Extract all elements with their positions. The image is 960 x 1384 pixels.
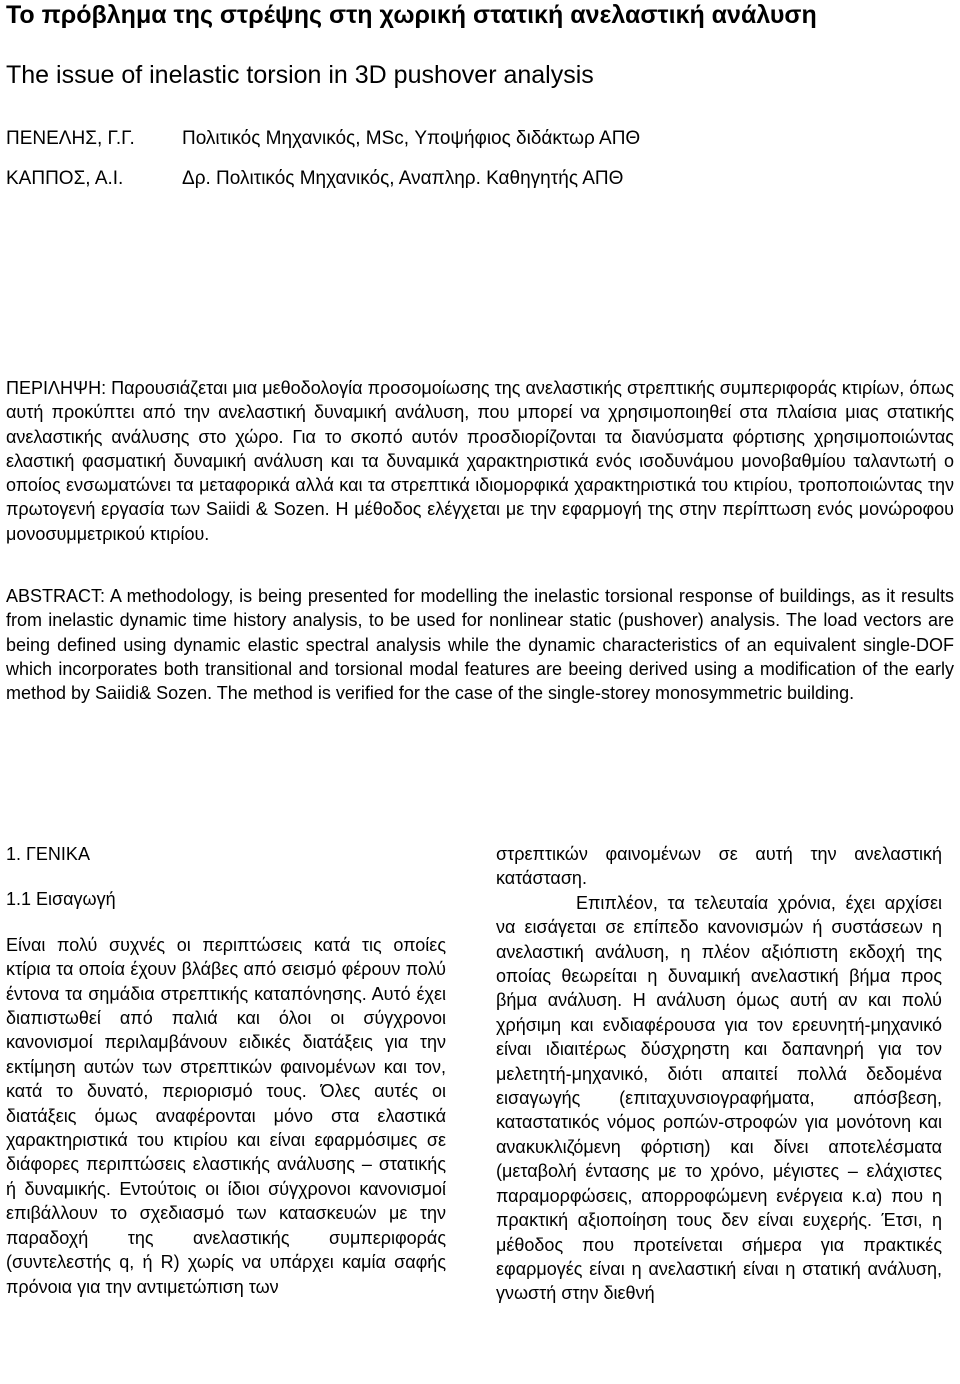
subsection-heading: 1.1 Εισαγωγή [6,889,116,910]
paper-subtitle: The issue of inelastic torsion in 3D pushover analysis [6,61,594,89]
author-affiliation: Πολιτικός Μηχανικός, MSc, Υποψήφιος διδάκτωρ ΑΠΘ [182,128,641,149]
body-paragraph: στρεπτικών φαινομένων σε αυτή την ανελαστική κατάσταση. [496,844,942,889]
left-column [6,842,446,1299]
abstract-english: ABSTRACT: A methodology, is being presented for modelling the inelastic torsional response of buildings, as it results from inelastic dynamic time history analysis, to be used for nonlinear static (pushover) analysis. The load vectors are being defined using dynamic elastic spectral analysis while the dynamic characteristics of an equivalent single-DOF which incorporates both transitional and torsional modal features are beeing derived using a modification of the early method by Saiidi& Sozen. The method is verified for the case of the single-storey monosymmetric building. [6,586,954,704]
paper-title: Το πρόβλημα της στρέψης στη χωρική στατική ανελαστική ανάλυση [6,1,817,29]
body-paragraph: Επιπλέον, τα τελευταία χρόνια, έχει αρχίσει να εισάγεται σε επίπεδο κανονισμών ή συστάσεων η ανελαστική ανάλυση, η πλέον αξιόπιστη εκδοχή της οποίας θεωρείται η δυναμική ανελαστική βήμα προς βήμα ανάλυση. Η ανάλυση όμως αυτή αν και πολύ χρήσιμη και ενδιαφέρουσα για τον ερευνητή-μηχανικό είναι ιδιαιτέρως δύσχρηστη και δαπανηρή για τον μελετητή-μηχανικό, διότι απαιτεί πολλά δεδομένα εισαγωγής (επιταχυνσιογραφήματα, απόσβεση, καταστατικός νόμος ροπών-στροφών για μονότονη και ανακυκλιζόμενη φόρτιση) και δίνει αποτελέσματα (μεταβολή έντασης με το χρόνο, μέγιστες – ελάχιστες παραμορφώσεις, απορροφώμενη ενέργεια κ.α) που η πρακτική αξιοποίηση τους δεν είναι ευχερής. Έτσι, η μέθοδος που προτείνεται σήμερα για πρακτικές εφαρμογές είναι η ανελαστική είναι η στατική ανάλυση, γνωστή στην διεθνή [496,892,942,1304]
author-affiliation: Δρ. Πολιτικός Μηχανικός, Αναπληρ. Καθηγητής ΑΠΘ [182,168,624,189]
right-column [496,842,942,1306]
abstract-greek: ΠΕΡΙΛΗΨΗ: Παρουσιάζεται μια μεθοδολογία προσομοίωσης της ανελαστικής στρεπτικής συμπεριφοράς κτιρίων, όπως αυτή προκύπτει από την ανελαστική δυναμική ανάλυση, που μπορεί να χρησιμοποιηθεί στα πλαίσια μιας στατικής ανελαστικής ανάλυσης στο χώρο. Για το σκοπό αυτόν προσδιορίζονται τα διανύσματα φόρτισης χρησιμοποιώντας ελαστική φασματική δυναμική ανάλυση και τα δυναμικά χαρακτηριστικά ενός ισοδυνάμου μονοβαθμίου ταλαντωτή ο οποίος ενσωματώνει τα μεταφορικά αλλά και τα στρεπτικά ιδιομορφικά χαρακτηριστικά του κτιρίου, τροποποιώντας την πρωτογενή εργασία των Saiidi & Sozen. Η μέθοδος ελέγχεται με την εφαρμογή της στην περίπτωση ενός μονώροφου μονοσυμμετρικού κτιρίου. [6,378,954,544]
body-paragraph: Είναι πολύ συχνές οι περιπτώσεις κατά τις οποίες κτίρια τα οποία έχουν βλάβες από σεισμό φέρουν πολύ έντονα τα σημάδια στρεπτικής καταπόνησης. Αυτό έχει διαπιστωθεί από παλιά και όλοι οι σύγχρονοι κανονισμοί περιλαμβάνουν ειδικές διατάξεις για την εκτίμηση αυτών των στρεπτικών φαινομένων και τον, κατά το δυνατό, περιορισμό τους. Όλες αυτές οι διατάξεις όμως αναφέρονται μόνο στα ελαστικά χαρακτηριστικά του κτιρίου και είναι εφαρμόσιμες σε διάφορες περιπτώσεις ελαστικής ανάλυσης – στατικής ή δυναμικής. Εντούτοις οι ίδιοι σύγχρονοι κανονισμοί επιβάλλουν το σχεδιασμό των κατασκευών με την παραδοχή της ανελαστικής συμπεριφοράς (συντελεστής q, ή R) χωρίς να υπάρχει καμία σαφής πρόνοια για την αντιμετώπιση των [6,934,446,1297]
author-name: ΠΕΝΕΛΗΣ, Γ.Γ. [6,128,135,149]
author-name: ΚΑΠΠΟΣ, Α.Ι. [6,168,124,189]
section-heading: 1. ΓΕΝΙΚΑ [6,844,90,864]
